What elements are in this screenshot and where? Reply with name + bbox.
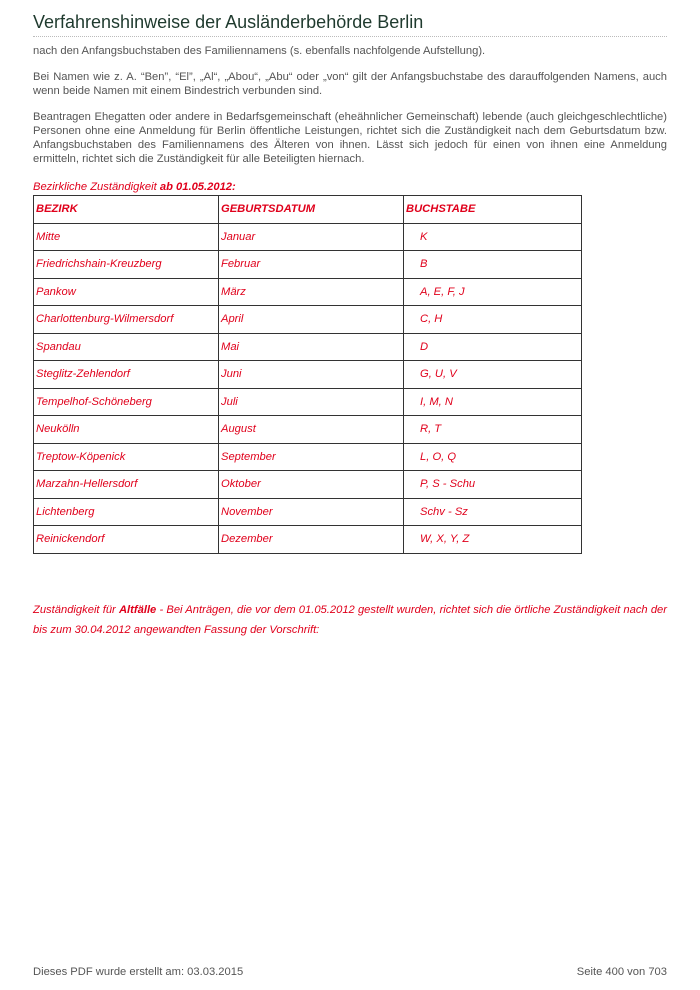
cell-bezirk: Friedrichshain-Kreuzberg (34, 251, 219, 279)
table-caption (33, 178, 667, 194)
cell-buchstabe: R, T (404, 416, 582, 444)
altfaelle-prefix: Zuständigkeit für (33, 604, 119, 616)
paragraph-partner-rule: Beantragen Ehegatten oder andere in Bedarfsgemeinschaft (eheähnlicher Gemeinschaft) lebende (auch gleichgeschlechtliche) Personen ohne eine Anmeldung für Berlin öffentliche Leistungen, richtet sich die Zuständigkeit nach dem Geburtsdatum bzw. Anfangsbuchstaben des Familiennamens des Älteren von ihnen. Lässt sich jedoch für einen von ihnen eine Anmeldung ermitteln, richtet sich die Zuständigkeit für alle Beteiligten hiernach. (33, 111, 667, 165)
table-header-row (34, 196, 582, 224)
footer-created-date: Dieses PDF wurde erstellt am: 03.03.2015 (33, 966, 244, 978)
cell-buchstabe: K (404, 223, 582, 251)
altfaelle-bold: Altfälle (118, 604, 157, 616)
cell-bezirk: Mitte (34, 223, 219, 251)
cell-geburtsdatum: Dezember (219, 526, 404, 554)
table-row (34, 361, 582, 389)
cell-bezirk: Spandau (34, 333, 219, 361)
altfaelle-text: - Bei Anträgen, die vor dem 01.05.2012 gestellt wurden, richtet sich die örtliche Zuständigkeit nach der bis zum 30.04.2012 angewandten Fassung der Vorschrift: (33, 604, 667, 636)
table-caption-prefix: Bezirkliche Zuständigkeit (33, 181, 160, 193)
cell-buchstabe: B (404, 251, 582, 279)
page-title: Verfahrenshinweise der Ausländerbehörde Berlin (33, 12, 424, 32)
cell-geburtsdatum: Oktober (219, 471, 404, 499)
cell-bezirk: Steglitz-Zehlendorf (34, 361, 219, 389)
title-divider (33, 36, 667, 37)
cell-geburtsdatum: Februar (219, 251, 404, 279)
document-body (33, 44, 667, 554)
cell-bezirk: Charlottenburg-Wilmersdorf (34, 306, 219, 334)
table-row (34, 526, 582, 554)
header-buchstabe: BUCHSTABE (404, 196, 582, 224)
table-row (34, 306, 582, 334)
header-geburtsdatum: GEBURTSDATUM (219, 196, 404, 224)
header-bezirk: BEZIRK (34, 196, 219, 224)
cell-buchstabe: W, X, Y, Z (404, 526, 582, 554)
table-row (34, 388, 582, 416)
cell-geburtsdatum: Januar (219, 223, 404, 251)
cell-buchstabe: G, U, V (404, 361, 582, 389)
paragraph-name-prefix-rule: Bei Namen wie z. A. “Ben”, “El”, „Al“, „Abou“, „Abu“ oder „von“ gilt der Anfangsbuchstabe des darauffolgenden Namens, auch wenn beide Namen mit einem Bindestrich verbunden sind. (33, 71, 667, 97)
paragraph-intro: nach den Anfangsbuchstaben des Familiennamens (s. ebenfalls nachfolgende Aufstellung). (33, 45, 486, 57)
table-row (34, 416, 582, 444)
table-row (34, 471, 582, 499)
cell-buchstabe: P, S - Schu (404, 471, 582, 499)
cell-bezirk: Tempelhof-Schöneberg (34, 388, 219, 416)
cell-bezirk: Marzahn-Hellersdorf (34, 471, 219, 499)
cell-geburtsdatum: Juli (219, 388, 404, 416)
footer-page-number: Seite 400 von 703 (576, 966, 667, 978)
cell-geburtsdatum: November (219, 498, 404, 526)
cell-buchstabe: C, H (404, 306, 582, 334)
cell-buchstabe: Schv - Sz (404, 498, 582, 526)
cell-geburtsdatum: September (219, 443, 404, 471)
cell-bezirk: Lichtenberg (34, 498, 219, 526)
cell-buchstabe: A, E, F, J (404, 278, 582, 306)
cell-bezirk: Pankow (34, 278, 219, 306)
table-row (34, 223, 582, 251)
district-table (33, 195, 582, 554)
table-row (34, 251, 582, 279)
table-caption-date: ab 01.05.2012: (159, 181, 236, 193)
cell-bezirk: Treptow-Köpenick (34, 443, 219, 471)
cell-buchstabe: D (404, 333, 582, 361)
table-row (34, 333, 582, 361)
cell-geburtsdatum: März (219, 278, 404, 306)
cell-bezirk: Reinickendorf (34, 526, 219, 554)
cell-bezirk: Neukölln (34, 416, 219, 444)
cell-geburtsdatum: August (219, 416, 404, 444)
cell-geburtsdatum: Mai (219, 333, 404, 361)
table-row (34, 443, 582, 471)
cell-geburtsdatum: Juni (219, 361, 404, 389)
table-row (34, 498, 582, 526)
table-row (34, 278, 582, 306)
cell-geburtsdatum: April (219, 306, 404, 334)
cell-buchstabe: L, O, Q (404, 443, 582, 471)
cell-buchstabe: I, M, N (404, 388, 582, 416)
altfaelle-note (33, 600, 667, 640)
